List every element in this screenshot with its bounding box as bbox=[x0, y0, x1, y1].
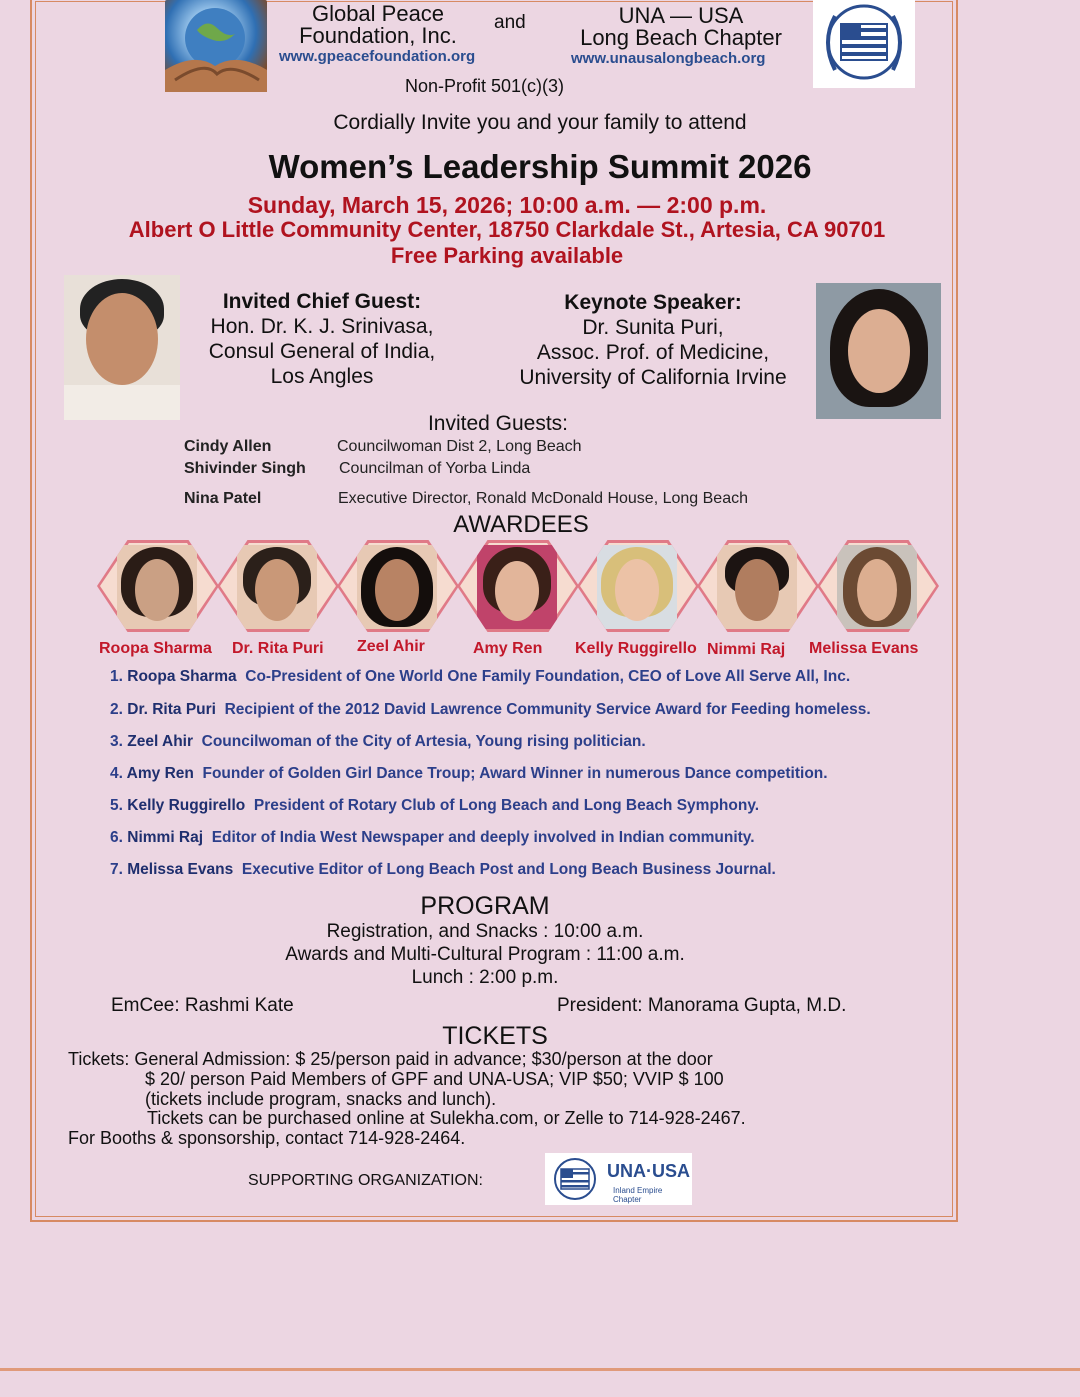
awardee-list-item: 3. Zeel Ahir Councilwoman of the City of Artesia, Young rising politician. bbox=[110, 733, 646, 750]
nonprofit-text: Non-Profit 501(c)(3) bbox=[405, 76, 565, 96]
supporting-logo bbox=[545, 1153, 692, 1205]
keynote-heading: Keynote Speaker: bbox=[564, 291, 742, 314]
gpf-globe-logo bbox=[165, 0, 267, 92]
keynote-org: University of California Irvine bbox=[519, 366, 787, 389]
program-heading: PROGRAM bbox=[420, 892, 550, 920]
parking-note: Free Parking available bbox=[390, 243, 624, 268]
keynote-title: Assoc. Prof. of Medicine, bbox=[536, 341, 770, 364]
sponsorship-contact: For Booths & sponsorship, contact 714-928-2464. bbox=[68, 1128, 466, 1148]
emcee-text: EmCee: Rashmi Kate bbox=[111, 995, 294, 1016]
gpf-line1: Global Peace bbox=[311, 1, 445, 26]
tickets-purchase: Tickets can be purchased online at Sulekha.com, or Zelle to 714-928-2467. bbox=[147, 1108, 746, 1128]
una-emblem-icon bbox=[547, 1155, 603, 1203]
awardee-name: Amy Ren bbox=[473, 640, 543, 657]
una-line1: UNA — USA bbox=[618, 3, 744, 28]
una-line2: Long Beach Chapter bbox=[580, 25, 782, 50]
event-date: Sunday, March 15, 2026; 10:00 a.m. — 2:00 p.m. bbox=[247, 192, 767, 218]
una-name bbox=[565, 5, 797, 49]
una-url: www.unausalongbeach.org bbox=[571, 50, 766, 67]
awardee-list-item: 4. Amy Ren Founder of Golden Girl Dance Troup; Award Winner in numerous Dance competition. bbox=[110, 765, 828, 782]
guest-name: Shivinder Singh bbox=[184, 460, 306, 477]
chief-guest-photo bbox=[64, 275, 180, 420]
supporting-logo-sub: Inland Empire Chapter bbox=[613, 1186, 663, 1204]
tickets-general: Tickets: General Admission: $ 25/person paid in advance; $30/person at the door bbox=[68, 1049, 713, 1069]
awardee-name: Kelly Ruggirello bbox=[575, 640, 697, 657]
una-emblem-logo bbox=[813, 0, 915, 88]
chief-guest-name: Hon. Dr. K. J. Srinivasa, bbox=[210, 315, 434, 338]
awardee-list-item: 5. Kelly Ruggirello President of Rotary Club of Long Beach and Long Beach Symphony. bbox=[110, 797, 760, 814]
awardee-name: Roopa Sharma bbox=[99, 640, 212, 657]
awardee-name: Nimmi Raj bbox=[707, 641, 786, 658]
guest-name: Nina Patel bbox=[184, 490, 262, 507]
gpf-line2: Foundation, Inc. bbox=[299, 23, 457, 48]
chief-guest-title: Consul General of India, bbox=[208, 340, 436, 363]
chief-guest-heading: Invited Chief Guest: bbox=[222, 290, 422, 313]
tickets-members: $ 20/ person Paid Members of GPF and UNA-USA; VIP $50; VVIP $ 100 bbox=[145, 1069, 724, 1089]
guest-name: Cindy Allen bbox=[184, 438, 272, 455]
guest-role: Councilwoman Dist 2, Long Beach bbox=[337, 438, 582, 455]
gpf-url: www.gpeacefoundation.org bbox=[279, 48, 476, 65]
program-awards: Awards and Multi-Cultural Program : 11:00 a.m. bbox=[285, 944, 685, 965]
awardee-list-item: 1. Roopa Sharma Co-President of One World One Family Foundation, CEO of Love All Serve All, Inc. bbox=[110, 668, 851, 685]
bottom-divider bbox=[0, 1368, 1080, 1371]
awardee-list-item: 6. Nimmi Raj Editor of India West Newspaper and deeply involved in Indian community. bbox=[110, 829, 755, 846]
program-registration: Registration, and Snacks : 10:00 a.m. bbox=[326, 921, 644, 942]
supporting-label: SUPPORTING ORGANIZATION: bbox=[248, 1172, 483, 1189]
invited-guests-heading: Invited Guests: bbox=[427, 412, 569, 435]
invite-line: Cordially Invite you and your family to attend bbox=[333, 111, 747, 134]
program-lunch: Lunch : 2:00 p.m. bbox=[411, 967, 559, 988]
keynote-name: Dr. Sunita Puri, bbox=[582, 316, 724, 339]
awardee-name: Dr. Rita Puri bbox=[232, 640, 324, 657]
tickets-includes: (tickets include program, snacks and lunch). bbox=[145, 1089, 497, 1109]
awardee-list-item: 7. Melissa Evans Executive Editor of Long Beach Post and Long Beach Business Journal. bbox=[110, 861, 776, 878]
awardee-name: Zeel Ahir bbox=[357, 638, 425, 655]
keynote-block bbox=[490, 291, 816, 390]
chief-guest-block bbox=[182, 290, 462, 389]
event-venue: Albert O Little Community Center, 18750 Clarkdale St., Artesia, CA 90701 bbox=[128, 217, 886, 242]
guest-role: Councilman of Yorba Linda bbox=[339, 460, 531, 477]
keynote-photo bbox=[816, 283, 941, 419]
tickets-heading: TICKETS bbox=[442, 1022, 548, 1050]
awardees-heading: AWARDEES bbox=[453, 511, 589, 538]
awardee-list-item: 2. Dr. Rita Puri Recipient of the 2012 David Lawrence Community Service Award for Feeding homeless. bbox=[110, 701, 871, 718]
and-text: and bbox=[494, 12, 526, 33]
event-title: Women’s Leadership Summit 2026 bbox=[268, 148, 812, 185]
guest-role: Executive Director, Ronald McDonald House, Long Beach bbox=[338, 490, 748, 507]
supporting-logo-text: UNA·USA bbox=[607, 1161, 690, 1181]
awardee-name: Melissa Evans bbox=[809, 640, 919, 657]
president-text: President: Manorama Gupta, M.D. bbox=[557, 995, 847, 1016]
chief-guest-city: Los Angles bbox=[270, 365, 374, 388]
gpf-name bbox=[280, 3, 476, 47]
